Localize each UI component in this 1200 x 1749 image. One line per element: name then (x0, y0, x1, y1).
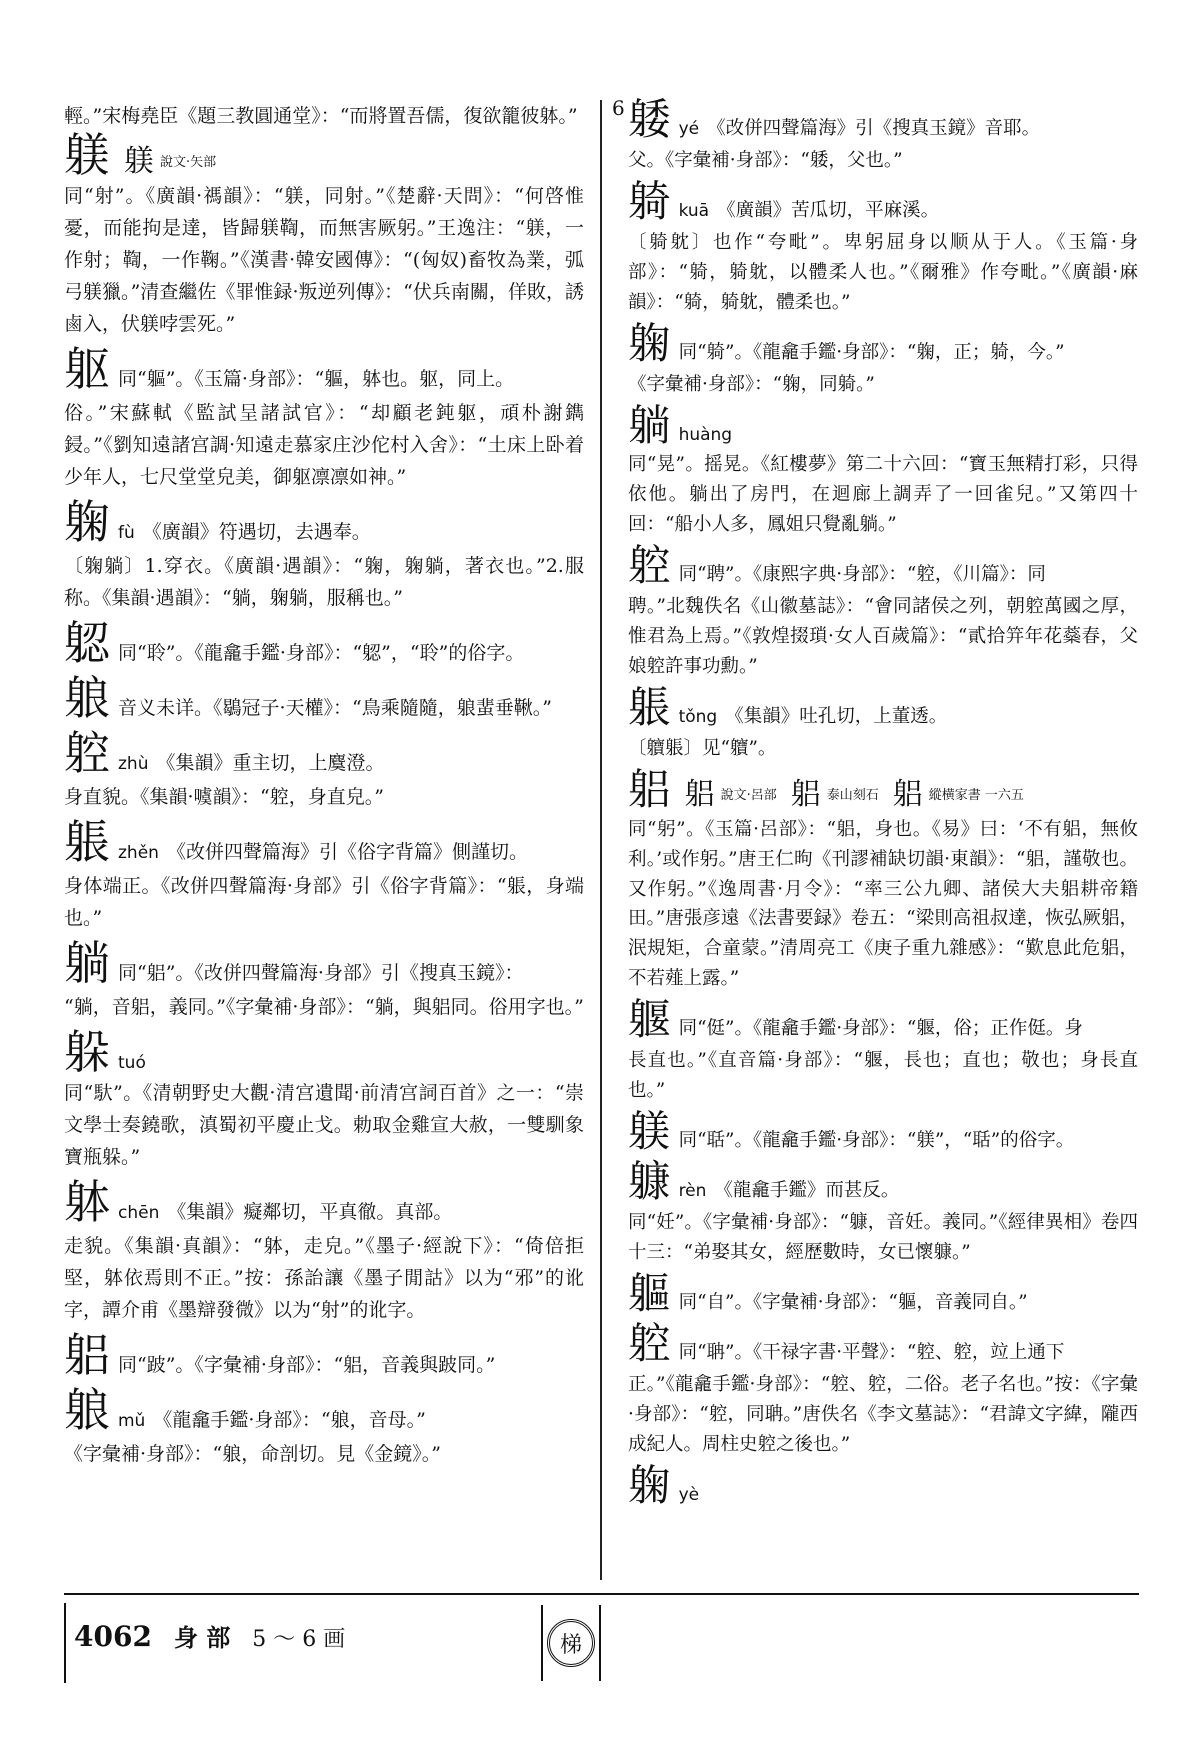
entry-head (64, 671, 584, 725)
entry-definition: 長直也。”《直音篇·身部》：“躽，長也；直也；敬也；身長直也。” (628, 1050, 1138, 1102)
headword-character: 躾 (64, 128, 110, 182)
dictionary-entry (64, 1383, 584, 1470)
continuation-text: 輕。”宋梅堯臣《題三教圓通堂》：“而將置吾儒，復欲籠彼躰。” (64, 105, 578, 127)
entry-definition: 俗。”宋蘇軾《監試呈諸試官》：“却顧老鈍躯，頑朴謝鐫鋟。”《劉知遠諸宫調·知遠走慕家庄沙佗村入舍》：“土床上卧着少年人，七尺堂堂皃美，御躯凛凛如神。” (64, 402, 584, 488)
pinyin: kuā (678, 200, 710, 221)
dictionary-entry (64, 671, 584, 725)
entry-head (628, 96, 1138, 145)
entry-inline-text: 《改併四聲篇海》引《搜真玉鏡》音耶。 (707, 118, 1041, 139)
pinyin: chēn (118, 1203, 160, 1223)
entry-definition: 父。《字彙補·身部》：“躷，父也。” (628, 149, 903, 171)
column-divider (600, 100, 602, 1580)
seal-source: 說文·矢部 (160, 154, 217, 170)
entry-inline-text: 《龍龕手鑑·身部》：“躴，音母。” (153, 1409, 426, 1431)
page-number: 4062 (74, 1620, 152, 1653)
dictionary-entry (628, 1320, 1138, 1460)
entry-head (628, 1158, 1138, 1208)
dictionary-entry (628, 401, 1138, 540)
dictionary-entry (64, 342, 584, 493)
entry-definition: 同“妊”。《字彙補·身部》：“躿，音妊。義同。”《經律異相》卷四十三：“弟娶其女，經歷數時，女已懷躿。” (628, 1212, 1138, 1264)
entry-inline-text: 同“聒”。《龍龕手鑑·身部》：“躾”，“聒”的俗字。 (678, 1130, 1075, 1152)
pinyin: zhù (118, 754, 149, 774)
seal-glyph: 躾 (124, 144, 154, 179)
entry-inline-text: 《改併四聲篇海》引《俗字背篇》側謹切。 (166, 841, 528, 863)
running-footer (74, 1618, 345, 1653)
headword-character: 躺 (628, 401, 671, 451)
dictionary-entry (628, 684, 1138, 764)
entry-definition: 同“射”。《廣韻·禡韻》：“躾，同射。”《楚辭·天問》：“何啓惟憂，而能拘是達，皆歸躾鞫，而無害厥躬。”王逸注：“躾，一作射；鞫，一作鞠。”《漢書·韓安國傳》：“(匈奴)畜牧為業，弧弓躾獵。”清查繼佐《罪惟録·叛逆列傳》：“伏兵南關，佯敗，誘鹵入，伏躾哱雲死。” (64, 185, 584, 335)
pinyin: mǔ (118, 1411, 146, 1431)
dictionary-entry (628, 996, 1138, 1106)
entry-head (64, 936, 584, 990)
left-column (64, 100, 584, 1476)
dictionary-entry (628, 1270, 1138, 1320)
seal-source: 泰山刻石 (826, 787, 879, 803)
entry-head (64, 1328, 584, 1382)
headword-character: 躹 (64, 495, 110, 549)
entry-inline-text: 《集韻》吐孔切，上董透。 (725, 706, 948, 728)
headword-character: 躹 (628, 1462, 671, 1511)
seal-glyph: 躳 (892, 777, 923, 813)
entry-head (64, 128, 584, 182)
entry-head (64, 342, 584, 396)
headword-character: 躻 (628, 542, 671, 592)
entry-definition: 身体端正。《改併四聲篇海·身部》引《俗字背篇》：“躼，身端也。” (64, 875, 584, 929)
headword-character: 躻 (628, 1320, 671, 1370)
entry-definition: 同“晃”。摇晃。《紅樓夢》第二十六回：“寶玉無精打彩，只得依他。躺出了房門，在迴廊上調弄了一回雀兒。”又第四十回：“船小人多，鳳姐只覺亂躺。” (628, 454, 1138, 536)
seal-logo-icon (547, 1619, 595, 1667)
entry-definition: “躺，音躳，義同。”《字彙補·身部》：“躺，與躳同。俗用字也。” (64, 996, 584, 1018)
entry-head (628, 1320, 1138, 1370)
dictionary-entry (628, 319, 1138, 400)
entry-inline-text: 同“聃”。《干禄字書·平聲》：“躻、躻，竝上通下 (678, 1342, 1065, 1364)
entry-head (628, 1108, 1138, 1158)
entry-head (64, 1175, 584, 1229)
dictionary-entry (628, 96, 1138, 176)
headword-character: 躸 (628, 177, 671, 227)
entry-head (628, 177, 1138, 227)
entry-inline-text: 音义未详。《鶡冠子·天權》：“鳥乘隨隨，躴蜚垂鞦。” (118, 697, 552, 719)
entry-head (628, 684, 1138, 734)
entry-definition: 同“馱”。《清朝野史大觀·清宫遺聞·前清宫詞百首》之一：“崇文學士奏鐃歌，滇蜀初平慶止戈。勅取金雞宣大赦，一雙馴象寶瓶躲。” (64, 1082, 584, 1168)
dictionary-entry (628, 1462, 1138, 1511)
dictionary-entry (64, 128, 584, 340)
entry-definition: 〔軉躼〕见“軉”。 (628, 738, 777, 760)
entry-inline-text: 同“躸”。《龍龕手鑑·身部》：“躹，正；躸，今。” (678, 341, 1065, 363)
entry-inline-text: 《廣韻》苦瓜切，平麻溪。 (717, 199, 940, 221)
entry-inline-text: 同“躳”。《改併四聲篇海·身部》引《搜真玉鏡》： (118, 962, 524, 984)
entry-head (628, 766, 1138, 816)
entry-head (64, 495, 584, 549)
entry-head (628, 542, 1138, 592)
dictionary-entry (628, 766, 1138, 994)
headword-character: 軀 (628, 1270, 671, 1320)
entry-definition: 〔躸躭〕也作“夸毗”。卑躬屈身以顺从于人。《玉篇·身部》：“躸，躸躭，以體柔人也。”《爾雅》作夸毗。”《廣韻·麻韻》：“躸，躸躭，體柔也。” (628, 231, 1138, 313)
entry-head (64, 726, 584, 780)
headword-character: 躴 (64, 1383, 110, 1437)
entry-inline-text: 同“聆”。《龍龕手鑑·身部》：“躵”，“聆”的俗字。 (118, 642, 525, 664)
logo-char: 梯 (559, 1632, 582, 1658)
entry-inline-text: 同“侹”。《龍龕手鑑·身部》：“躽，俗；正作侹。身 (678, 1018, 1083, 1040)
dictionary-entry (628, 1108, 1138, 1158)
pinyin: rèn (678, 1181, 707, 1202)
dictionary-entry (628, 542, 1138, 682)
seal-glyph: 躳 (684, 777, 715, 813)
dictionary-entry (64, 616, 584, 670)
entry-head (64, 1383, 584, 1437)
entry-head (628, 996, 1138, 1046)
stroke-range: 5 ～ 6 画 (252, 1627, 346, 1652)
dictionary-entry (64, 1025, 584, 1173)
seal-source: 說文·呂部 (720, 787, 777, 803)
entry-head (628, 1462, 1138, 1511)
entry-definition: 走貌。《集韻·真韻》：“躰，走皃。”《墨子·經說下》：“倚倍拒堅，躰依焉則不正。”按：孫詒讓《墨子閒詁》以为“邪”的讹字，譚介甫《墨辯發微》以为“射”的讹字。 (64, 1235, 584, 1321)
entry-definition: 聘。”北魏佚名《山徽墓誌》：“會同諸侯之列，朝躻萬國之厚，惟君為上焉。”《敦煌掇瑣·女人百歲篇》：“貳拾笄年花蘂春，父娘躻許事功勳。” (628, 596, 1138, 678)
seal-glyph: 躳 (790, 777, 821, 813)
entry-inline-text: 同“聘”。《康熙字典·身部》：“躻，《川篇》：同 (678, 564, 1046, 586)
headword-character: 躻 (64, 726, 110, 780)
dictionary-entry (628, 1158, 1138, 1268)
entry-definition: 《字彙補·身部》：“躹，同躸。” (628, 373, 875, 395)
dictionary-entry (64, 726, 584, 813)
seal-script-form (684, 777, 777, 813)
pinyin: huàng (678, 424, 733, 445)
entry-inline-text: 同“跛”。《字彙補·身部》：“躳，音義與跛同。” (118, 1354, 496, 1376)
headword-character: 躳 (64, 1328, 110, 1382)
entry-definition: 身直貌。《集韻·噳韻》：“躻，身直皃。” (64, 786, 384, 808)
dictionary-entry (64, 1328, 584, 1382)
seal-script-form (790, 777, 879, 813)
headword-character: 躼 (628, 684, 671, 734)
headword-character: 躰 (64, 1175, 110, 1229)
entry-head (628, 401, 1138, 451)
pinyin: yé (678, 119, 700, 139)
entry-head (628, 1270, 1138, 1320)
seal-source: 縱横家書 一六五 (928, 787, 1024, 803)
entry-head (628, 319, 1138, 369)
headword-character: 躹 (628, 319, 671, 369)
headword-character: 躴 (64, 671, 110, 725)
pinyin: tǒng (678, 707, 718, 728)
entry-head (64, 815, 584, 869)
seal-script-form (892, 777, 1024, 813)
dictionary-entry (64, 815, 584, 934)
dictionary-entry (628, 177, 1138, 318)
headword-character: 躲 (64, 1025, 110, 1079)
headword-character: 躳 (628, 766, 671, 816)
entry-inline-text: 《集韻》癡鄰切，平真徹。真部。 (167, 1201, 453, 1223)
headword-character: 躯 (64, 342, 110, 396)
pinyin: zhěn (118, 843, 159, 863)
entry-inline-text: 《集韻》重主切，上麌澄。 (156, 752, 385, 774)
entry-head (64, 1025, 584, 1079)
publisher-mark (541, 1605, 601, 1681)
entry-inline-text: 同“軀”。《玉篇·身部》：“軀，躰也。躯，同上。 (118, 368, 515, 390)
entry-inline-text: 《廣韻》符遇切，去遇奉。 (142, 521, 371, 543)
headword-character: 躿 (628, 1158, 671, 1208)
entry-inline-text: 《龍龕手鑑》而甚反。 (714, 1180, 900, 1202)
dictionary-entry (64, 936, 584, 1023)
entry-definition: 同“躬”。《玉篇·呂部》：“躳，身也。《易》曰：‘不有躳，無攸利。’或作躬。”唐王仁昫《刊謬補缺切韻·東韻》：“躳，謹敬也。又作躬。”《逸周書·月令》：“率三公九卿、諸侯大夫躳耕帝籍田。”唐張彦遠《法書要録》卷五：“梁則高祖叔達，恢弘厥躳，泯規矩，合童蒙。”清周亮工《庚子重九雜感》：“歎息此危躳，不若薤上露。” (628, 818, 1138, 990)
pinyin: fù (118, 523, 135, 543)
headword-character: 躺 (64, 936, 110, 990)
seal-script-form (124, 144, 217, 179)
entry-inline-text: 同“自”。《字彙補·身部》：“軀，音義同自。” (678, 1292, 1028, 1314)
entry-definition: 〔躹躺〕1.穿衣。《廣韻·遇韻》：“躹，躹躺，著衣也。”2.服称。《集韻·遇韻》：“躺，躹躺，服稱也。” (64, 555, 584, 609)
pinyin: tuó (118, 1053, 146, 1073)
headword-character: 躾 (628, 1108, 671, 1158)
right-column (628, 96, 1138, 1515)
footer-bar (64, 1603, 66, 1683)
dictionary-entry (64, 1175, 584, 1326)
footer-rule (64, 1593, 1139, 1595)
headword-character: 躼 (64, 815, 110, 869)
pinyin: yè (678, 1485, 700, 1505)
dictionary-entry (64, 495, 584, 614)
headword-character: 躵 (64, 616, 110, 670)
stroke-count-marker: 6 (612, 96, 625, 120)
entry-definition: 正。”《龍龕手鑑·身部》：“躻、躻，二俗。老子名也。”按：《字彙·身部》：“躻，同聃。”唐佚名《李文墓誌》：“君諱文字緯，隴西成紀人。周柱史躻之後也。” (628, 1374, 1138, 1456)
headword-character: 躽 (628, 996, 671, 1046)
headword-character: 躷 (628, 96, 671, 145)
radical-section: 身 部 (173, 1623, 231, 1652)
entry-head (64, 616, 584, 670)
entry-definition: 《字彙補·身部》：“躴，命剖切。見《金鏡》。” (64, 1443, 441, 1465)
